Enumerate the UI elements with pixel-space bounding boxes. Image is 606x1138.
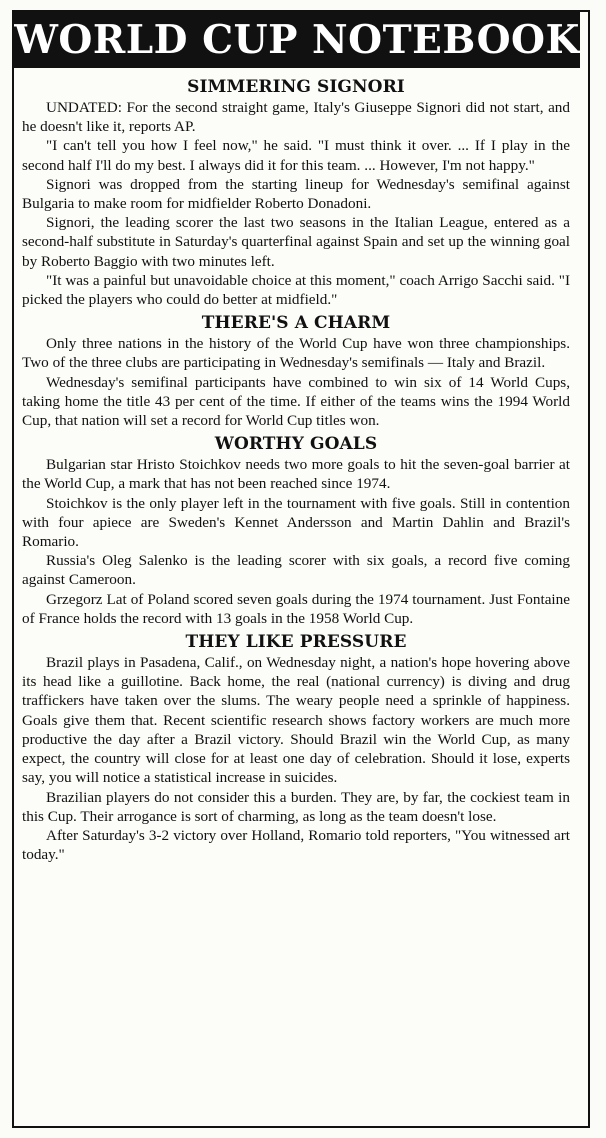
section-worthy-goals — [22, 433, 570, 628]
paragraph: Wednesday's semifinal participants have combined to win six of 14 World Cups, taking home the title 43 per cent of the time. If either of the teams wins the 1994 World Cup, that nation will set a record for World Cup titles won. — [22, 373, 570, 430]
section-simmering-signori — [22, 76, 570, 309]
article-body — [22, 76, 570, 864]
paragraph: Only three nations in the history of the World Cup have won three championships. Two of the three clubs are participating in Wednesday's semifinals — Italy and Brazil. — [22, 335, 570, 372]
paragraph: UNDATED: For the second straight game, Italy's Giuseppe Signori did not start, and he doesn't like it, reports AP. — [22, 99, 570, 136]
section-theres-a-charm — [22, 312, 570, 430]
paragraph: "I can't tell you how I feel now," he said. "I must think it over. ... If I play in the second half I'll do my best. I always did it for this team. ... However, I'm not happy." — [22, 137, 570, 174]
paragraph: Signori was dropped from the starting lineup for Wednesday's semifinal against Bulgaria to make room for midfielder Roberto Donadoni. — [22, 175, 570, 213]
section-heading: THERE'S A CHARM — [201, 313, 391, 334]
paragraph: Brazilian players do not consider this a burden. They are, by far, the cockiest team in this Cup. Their arrogance is sort of charming, as long as the team doesn't lose. — [22, 788, 570, 825]
paragraph: Russia's Oleg Salenko is the leading scorer with six goals, a record five coming against Cameroon. — [22, 552, 570, 589]
paragraph: Bulgarian star Hristo Stoichkov needs two more goals to hit the seven-goal barrier at the World Cup, a mark that has not been reached since 1974. — [22, 456, 570, 493]
paragraph: Signori, the leading scorer the last two seasons in the Italian League, entered as a second-half substitute in Saturday's quarterfinal against Spain and set up the winning goal by Roberto Baggio with two minutes left. — [22, 214, 570, 270]
masthead — [14, 12, 580, 68]
paragraph: Grzegorz Lat of Poland scored seven goals during the 1974 tournament. Just Fontaine of France holds the record with 13 goals in the 1958 World Cup. — [22, 590, 570, 627]
paragraph: Stoichkov is the only player left in the tournament with five goals. Still in contention with four apiece are Sweden's Kennet Andersson and Martin Dahlin and Brazil's Romario. — [22, 494, 570, 551]
paragraph: After Saturday's 3-2 victory over Holland, Romario told reporters, "You witnessed art today." — [22, 826, 570, 864]
paragraph: "It was a painful but unavoidable choice at this moment," coach Arrigo Sacchi said. "I picked the players who could do better at midfield." — [22, 271, 570, 309]
section-heading: SIMMERING SIGNORI — [187, 77, 405, 97]
section-heading: WORTHY GOALS — [214, 434, 378, 455]
section-heading: THEY LIKE PRESSURE — [185, 632, 407, 653]
paragraph: Brazil plays in Pasadena, Calif., on Wednesday night, a nation's hope hovering above its head like a guillotine. Back home, the real (national currency) is diving and drug traffickers have taken over the slums. The weary people need a sprinkle of happiness. Goals give them that. Recent scientific research shows factory workers are much more productive the day after a Brazil victory. Should Brazil win the World Cup, as many expect, the country will close for at least one day of celebration. Should it lose, experts say, you will notice a statistical increase in suicides. — [22, 654, 570, 787]
section-they-like-pressure — [22, 631, 570, 864]
masthead-title: WORLD CUP NOTEBOOK — [14, 17, 580, 63]
